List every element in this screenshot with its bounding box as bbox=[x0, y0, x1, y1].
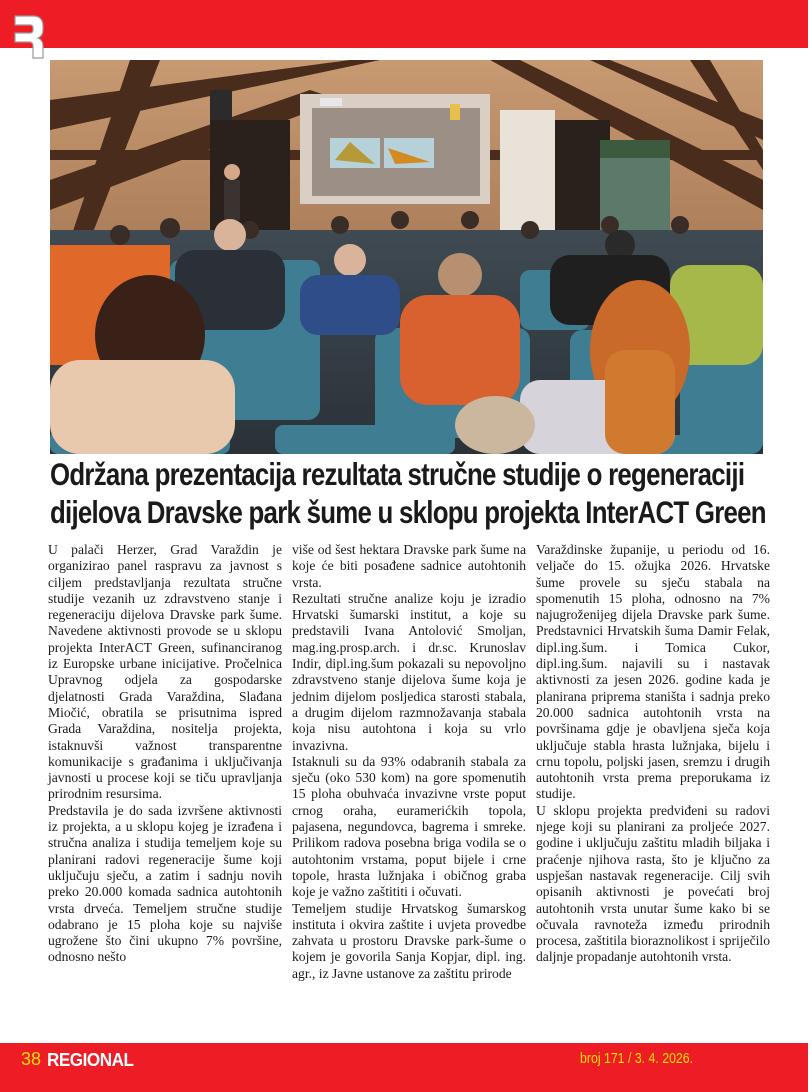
paragraph: Istaknuli su da 93% odabranih stabala za sječu (oko 530 kom) na gore spomenutih 15 ploha obuhvaća invazivne vrste poput crnog oraha, euramerićkih topola, pajasena, negundovca, bagrema i smreke. Prilikom radova posebna briga vodila se o autohtonim vrstama, poput bijele i crne topole, hrasta lužnjaka i običnog graba koje je važno zaštititi i očuvati. bbox=[292, 753, 526, 900]
paragraph: U sklopu projekta predviđeni su radovi njege koji su planirani za proljeće 2027. godine i uključuju zaštitu mladih biljaka i praćenje njihova rasta, što je ključno za uspješan nastavak regeneracije. Cilj svih opisanih aktivnosti je povećati broj autohtonih vrsta unutar šume kako bi se očuvala ravnoteža između prirodnih procesa, zaštitila bioraznolikost i spriječilo daljnje propadanje autohtonih vrsta. bbox=[536, 802, 770, 965]
conference-photo bbox=[50, 60, 763, 454]
paragraph: Rezultati stručne analize koju je izradio Hrvatski šumarski institut, a koje su predstavili Ivana Antolović Smoljan, mag.ing.prosp.arch. i dr.sc. Krunoslav Indir, dipl.ing.šum pokazali su nepovoljno zdravstveno stanje dijelova šume koja je jednim dijelom posljedica starosti stabala, a drugim dijelom razmnožavanja stabala koja nisu autohtona i koja su vrlo invazivna. bbox=[292, 590, 526, 753]
projector bbox=[320, 98, 342, 106]
top-red-bar bbox=[0, 0, 808, 48]
regional-r-logo-icon bbox=[13, 14, 45, 60]
article-body bbox=[48, 542, 768, 1032]
headline-line-2: dijelova Dravske park šume u sklopu projekta InterACT Green bbox=[50, 494, 766, 530]
wall-speaker bbox=[210, 90, 232, 120]
headline-line-1: Održana prezentacija rezultata stručne studije o regeneraciji bbox=[50, 456, 745, 492]
regional-brand-logo: REGIONAL bbox=[47, 1050, 134, 1070]
page-number: 38 bbox=[21, 1049, 42, 1069]
article-column-3 bbox=[536, 542, 770, 966]
projection-screen bbox=[300, 94, 490, 204]
paragraph: Predstavila je do sada izvršene aktivnosti iz projekta, a u sklopu kojeg je izrađena i stručna analiza i studija temeljem koje su planirani radovi regeneracije šume koji uključuju sječu, a zatim i sadnju novih preko 20.000 komada sadnica autohtonih vrsta drveća. Temeljem stručne studije odabrano je 15 ploha koje su najviše ugrožene što čini ukupno 7% površine, odnosno nešto bbox=[48, 802, 282, 965]
article-column-1 bbox=[48, 542, 282, 966]
presenter bbox=[224, 164, 240, 180]
issue-info: broj 171 / 3. 4. 2026. bbox=[580, 1051, 694, 1067]
paragraph: U palači Herzer, Grad Varaždin je organizirao panel raspravu za javnost s ciljem predstavljanja rezultata stručne studije vezanih uz zdravstveno stanje i regeneraciju dijelova Dravske park šume. Navedene aktivnosti provode se u sklopu projekta InterACT Green, sufinanciranog iz Europske urbane inicijative. Pročelnica Upravnog odjela za gospodarske djelatnosti Grada Varaždina, Slađana Miočić, obratila se prisutnima ispred Grada Varaždina, nositelja projekta, istaknuvši važnost transparentne komunikacije s građanima i uključivanja javnosti u procese koji se tiču upravljanja prirodnim resursima. bbox=[48, 542, 282, 802]
article-column-2 bbox=[292, 542, 526, 982]
article-headline bbox=[50, 455, 766, 531]
paragraph: Varaždinske županije, u periodu od 16. veljače do 15. ožujka 2026. Hrvatske šume provele su sječu stabala na spomenutih 15 ploha, odnosno na 7% najugroženijeg dijela Dravske park šume. Predstavnici Hrvatskih šuma Damir Felak, dipl.ing.šum. i Tomica Cukor, dipl.ing.šum. najavili su i nastavak aktivnosti za jesen 2026. godine kada je planirana priprema staništa i sadnja preko 20.000 sadnica autohtonih vrsta na površinama gdje je obavljena sječa koja uključuje stabla hrasta lužnjaka, bijelu i crnu topolu, poljski jasen, sremzu i drugih autohtonih vrsta prema preporukama iz studije. bbox=[536, 542, 770, 802]
banner-left bbox=[500, 110, 555, 230]
paragraph: više od šest hektara Dravske park šume na koje će biti posađene sadnice autohtonih vrsta. bbox=[292, 542, 526, 590]
article-photo bbox=[50, 60, 763, 454]
paragraph: Temeljem studije Hrvatskog šumarskog instituta i okvira zaštite i uvjeta provedbe zahvata u prostoru Dravske park-šume o kojem je govorila Sanja Kopjar, dipl. ing. agr., iz Javne ustanove za zaštitu prirode bbox=[292, 900, 526, 981]
